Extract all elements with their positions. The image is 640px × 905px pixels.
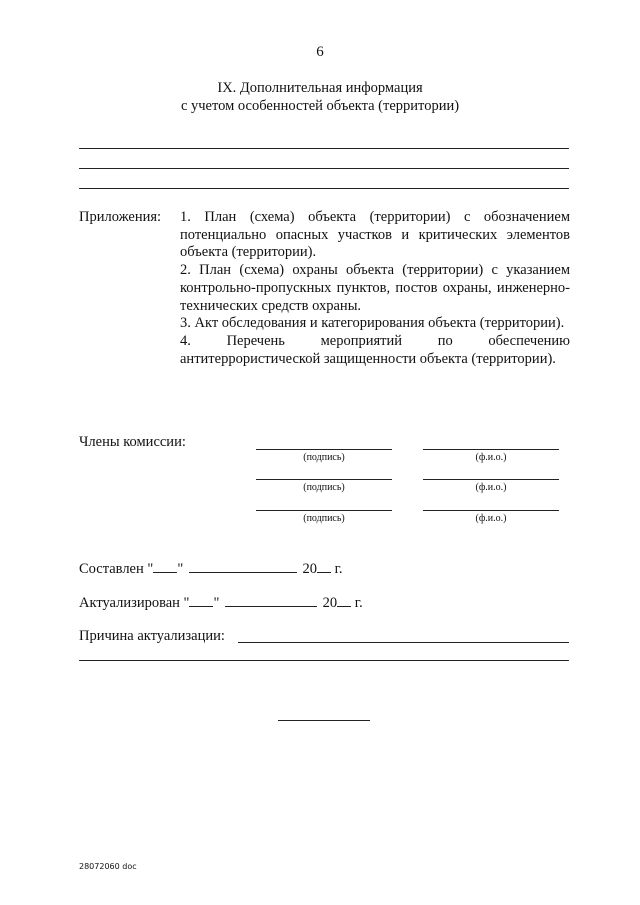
signature-caption-3: (подпись) [303, 513, 345, 524]
updated-month-field[interactable] [225, 594, 317, 607]
updated-year-prefix: 20 [322, 595, 338, 611]
signature-caption-2: (подпись) [303, 482, 345, 493]
updated-year-field[interactable] [337, 594, 351, 607]
update-reason-line-2[interactable] [79, 660, 569, 661]
name-line-3[interactable] [423, 510, 559, 511]
compiled-year-prefix: 20 [302, 561, 317, 577]
compiled-day-field[interactable] [153, 560, 177, 573]
updated-label: Актуализирован " [79, 595, 190, 611]
compiled-year-suffix: г. [334, 561, 343, 577]
info-blank-line-3 [79, 188, 569, 189]
updated-date-line [79, 594, 363, 612]
document-code: 28072060 doc [79, 862, 137, 871]
update-reason-label: Причина актуализации: [79, 628, 225, 644]
signature-line-3[interactable] [256, 510, 392, 511]
name-line-2[interactable] [423, 479, 559, 480]
compiled-date-line [79, 560, 343, 578]
name-line-1[interactable] [423, 449, 559, 450]
compiled-label: Составлен " [79, 561, 154, 577]
name-caption-2: (ф.и.о.) [475, 482, 507, 493]
info-blank-line-2 [79, 168, 569, 169]
attachments-list [180, 209, 570, 368]
compiled-month-field[interactable] [189, 560, 297, 573]
attachments-label: Приложения: [79, 209, 162, 225]
attachment-item-2: 2. План (схема) охраны объекта (территории) с указанием контрольно-пропускных пунктов, постов охраны, инженерно-технических средств охраны. [180, 262, 570, 314]
section-subtitle: с учетом особенностей объекта (территории) [180, 98, 460, 114]
name-caption-1: (ф.и.о.) [475, 452, 507, 463]
section-title: IX. Дополнительная информация [217, 80, 423, 96]
page-number: 6 [316, 44, 324, 60]
update-reason-line-1[interactable] [238, 642, 569, 643]
info-blank-line-1 [79, 148, 569, 149]
attachment-item-3: 3. Акт обследования и категорирования объекта (территории). [180, 315, 565, 332]
attachment-item-1: 1. План (схема) объекта (территории) с обозначением потенциально опасных участков и критических элементов объекта (территории). [180, 209, 570, 261]
signature-line-2[interactable] [256, 479, 392, 480]
updated-year-suffix: г. [354, 595, 363, 611]
name-caption-3: (ф.и.о.) [475, 513, 507, 524]
compiled-year-field[interactable] [317, 560, 331, 573]
commission-label: Члены комиссии: [79, 434, 186, 450]
signature-line-1[interactable] [256, 449, 392, 450]
attachment-item-4: 4. Перечень мероприятий по обеспечению антитеррористической защищенности объекта (территории). [180, 332, 570, 367]
compiled-quote: " [177, 561, 184, 577]
updated-day-field[interactable] [189, 594, 213, 607]
signature-caption-1: (подпись) [303, 452, 345, 463]
updated-quote: " [213, 595, 220, 611]
end-separator [278, 720, 370, 721]
